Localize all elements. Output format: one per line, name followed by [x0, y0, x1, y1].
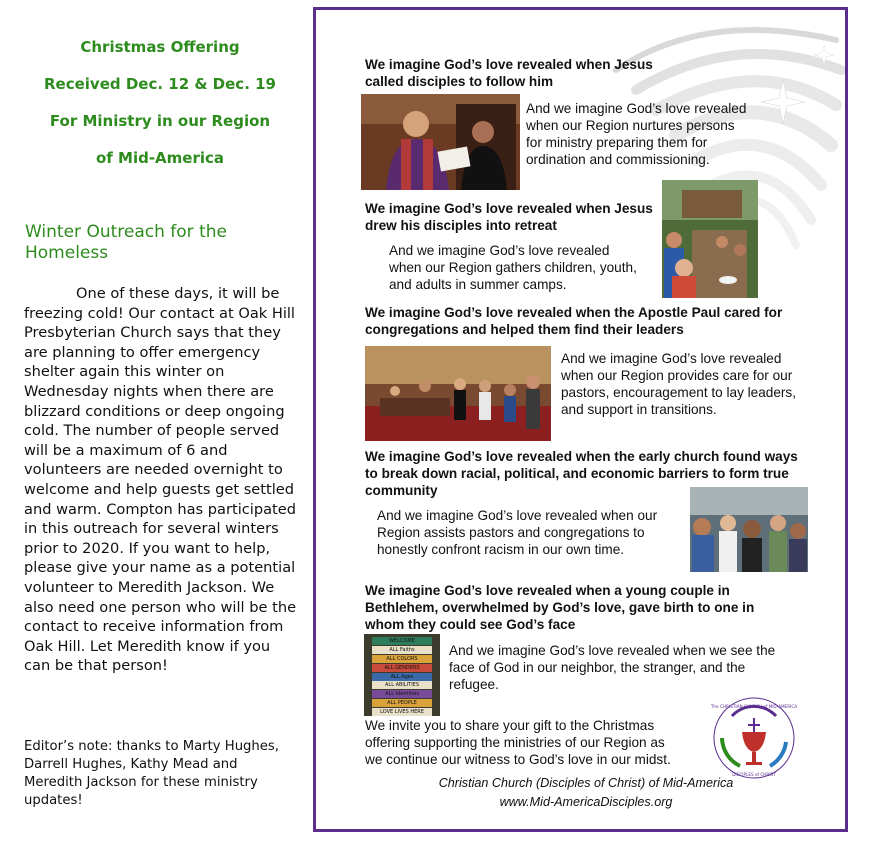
- section2-body: And we imagine God’s love revealed when our Region gathers children, youth, and adults in summer camps.: [389, 243, 637, 292]
- svg-text:DISCIPLES of CHRIST: DISCIPLES of CHRIST: [732, 772, 776, 777]
- section5-body: And we imagine God’s love revealed when we see the face of God in our neighbor, the stranger, and the refugee.: [449, 643, 776, 692]
- welcome-sign-plank: ALL GENDERS: [372, 664, 432, 672]
- welcome-sign-plank: ALL COLORS: [372, 655, 432, 663]
- section1-heading: We imagine God’s love revealed when Jesus called disciples to follow him: [365, 57, 653, 89]
- congregation-photo: [365, 346, 551, 441]
- outreach-title: Winter Outreach for the Homeless: [25, 222, 227, 263]
- offering-title: Christmas Offering: [80, 38, 240, 56]
- welcome-sign-plank: ALL Faiths: [372, 646, 432, 654]
- editor-note: Editor’s note: thanks to Marty Hughes, Darrell Hughes, Kathy Mead and Meredith Jackson for these ministry updates!: [24, 739, 279, 808]
- christmas-offering-panel: [313, 7, 848, 832]
- welcome-sign-photo: [364, 634, 440, 716]
- welcome-sign: [372, 637, 432, 716]
- svg-text:The CHRISTIAN CHURCH of MID-AM: The CHRISTIAN CHURCH of MID-AMERICA: [710, 704, 798, 709]
- outreach-article: [24, 284, 298, 676]
- welcome-sign-plank: ALL Ages: [372, 673, 432, 681]
- invitation-text: We invite you to share your gift to the Christmas offering supporting the ministries of our Region as we continue our witness to God’s love in our midst.: [365, 718, 671, 767]
- church-logo: [710, 694, 798, 782]
- offering-purpose: For Ministry in our Region: [49, 112, 271, 130]
- summer-camp-photo: [662, 180, 758, 298]
- welcome-sign-plank: WELCOME: [372, 637, 432, 645]
- welcome-sign-plank: ALL Identities: [372, 690, 432, 698]
- left-column: [0, 0, 300, 841]
- outreach-body: One of these days, it will be freezing cold! Our contact at Oak Hill Presbyterian Church says that they are planning to offer emergency shelter again this winter on Wednesday nights when there are blizzard conditions or deep ongoing cold. The number of people served will be a maximum of 6 and volunteers are needed overnight to welcome and help guests get settled and warm. Compton has participated in this outreach for several winters prior to 2020. If you want to help, please give your name as a potential volunteer to Meredith Jackson. We also need one person who will be the contact to receive information from Oak Hill. Let Meredith know if you can be that person!: [24, 285, 297, 675]
- section3-heading: We imagine God’s love revealed when the Apostle Paul cared for congregations and helped them find their leaders: [365, 305, 783, 337]
- ordination-photo: [361, 94, 520, 190]
- section5-heading: We imagine God’s love revealed when a young couple in Bethlehem, overwhelmed by God’s love, gave birth to one in whom they could see God’s face: [365, 583, 755, 632]
- section4-heading: We imagine God’s love revealed when the early church found ways to break down racial, political, and economic barriers to form true community: [365, 449, 798, 498]
- section2-heading: We imagine God’s love revealed when Jesus drew his disciples into retreat: [365, 201, 653, 233]
- section4-body: And we imagine God’s love revealed when our Region assists pastors and congregations to honestly confront racism in our own time.: [377, 508, 658, 557]
- section3-body: And we imagine God’s love revealed when our Region provides care for our pastors, encouragement to lay leaders, and support in transitions.: [561, 351, 797, 417]
- welcome-sign-plank: LOVE LIVES HERE: [372, 708, 432, 716]
- organization-name: Christian Church (Disciples of Christ) of Mid-America: [438, 776, 734, 790]
- offering-region: of Mid-America: [95, 149, 225, 167]
- website-link[interactable]: www.Mid-AmericaDisciples.org: [499, 795, 673, 809]
- section1-body: And we imagine God’s love revealed when our Region nurtures persons for ministry preparing them for ordination and commissioning.: [526, 101, 747, 167]
- offering-dates: Received Dec. 12 & Dec. 19: [44, 75, 276, 93]
- community-photo: [690, 487, 808, 572]
- welcome-sign-plank: ALL PEOPLE: [372, 699, 432, 707]
- welcome-sign-plank: ALL ABILITIES: [372, 681, 432, 689]
